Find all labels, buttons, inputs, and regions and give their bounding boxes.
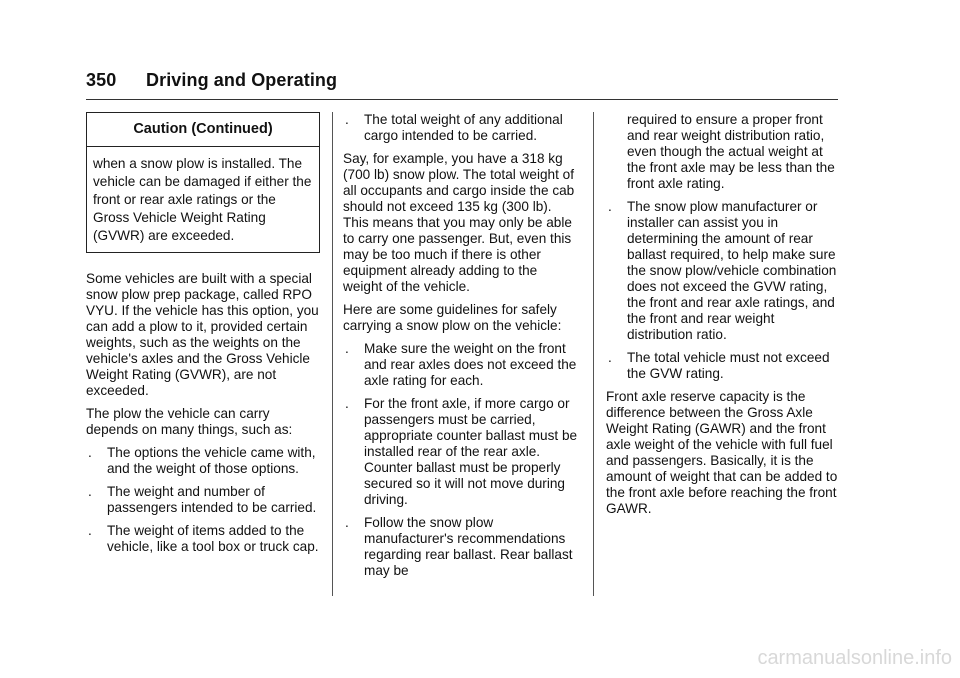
bullet-text: For the front axle, if more cargo or passengers must be carried, appropriate counter ballast must be installed rear of the rear axle. Counter ballast must be properly secured so it will not move during driving.	[364, 396, 578, 507]
bullet-icon: .	[608, 350, 612, 365]
bullet-item	[86, 523, 320, 555]
bullet-text: The weight and number of passengers intended to be carried.	[107, 484, 317, 515]
bullet-item	[343, 515, 580, 579]
bullet-icon: .	[88, 484, 92, 499]
column-3	[606, 112, 840, 524]
paragraph: Front axle reserve capacity is the difference between the Gross Axle Weight Rating (GAWR) and the front axle weight of the vehicle with full fuel and passengers. Basically, it is the amount of weight that can be added to the front axle before reaching the front GAWR.	[606, 389, 838, 516]
bullet-icon: .	[345, 341, 349, 356]
page-header	[86, 70, 337, 91]
bullet-item	[606, 350, 840, 382]
column-1	[86, 112, 320, 562]
bullet-text: Make sure the weight on the front and rear axles does not exceed the axle rating for each.	[364, 341, 577, 388]
bullet-item	[343, 112, 580, 144]
watermark: carmanualsonline.info	[757, 647, 952, 669]
column-2	[343, 112, 580, 586]
continued-text: required to ensure a proper front and rear weight distribution ratio, even though the actual weight at the front axle may be less than the front axle rating.	[627, 112, 835, 191]
paragraph: Here are some guidelines for safely carrying a snow plow on the vehicle:	[343, 302, 562, 333]
bullet-text: The snow plow manufacturer or installer can assist you in determining the amount of rear ballast required, to help make sure the snow plow/vehicle combination does not exceed the GVW rating, the front and rear axle ratings, and the front and rear weight distribution ratio.	[627, 199, 837, 342]
bullet-icon: .	[345, 396, 349, 411]
bullet-icon: .	[345, 515, 349, 530]
header-rule	[86, 99, 838, 100]
bullet-icon: .	[608, 199, 612, 214]
column-divider	[593, 112, 594, 596]
bullet-text: Follow the snow plow manufacturer's recommendations regarding rear ballast. Rear ballast may be	[364, 515, 573, 578]
caution-title: Caution (Continued)	[87, 113, 319, 147]
caution-body: when a snow plow is installed. The vehicle can be damaged if either the front or rear axle ratings or the Gross Vehicle Weight Rating (GVWR) are exceeded.	[93, 156, 312, 243]
bullet-icon: .	[345, 112, 349, 127]
bullet-text: The weight of items added to the vehicle, like a tool box or truck cap.	[107, 523, 319, 554]
bullet-item	[86, 484, 320, 516]
bullet-text: The total weight of any additional cargo intended to be carried.	[364, 112, 563, 143]
bullet-item	[606, 199, 840, 343]
bullet-icon: .	[88, 445, 92, 460]
page-number: 350	[86, 70, 117, 90]
bullet-text: The total vehicle must not exceed the GVW rating.	[627, 350, 830, 381]
paragraph: Say, for example, you have a 318 kg (700 lb) snow plow. The total weight of all occupants and cargo inside the cab should not exceed 135 kg (300 lb). This means that you may only be able to carry one passenger. But, even this may be too much if there is other equipment already adding to the weight of the vehicle.	[343, 151, 575, 294]
section-title: Driving and Operating	[146, 70, 338, 90]
paragraph: The plow the vehicle can carry depends on many things, such as:	[86, 406, 293, 437]
caution-box	[86, 112, 320, 253]
column-divider	[332, 112, 333, 596]
paragraph: Some vehicles are built with a special snow plow prep package, called RPO VYU. If the vehicle has this option, you can add a plow to it, provided certain weights, such as the weights on the vehicle's axles and the Gross Vehicle Weight Rating (GVWR), are not exceeded.	[86, 271, 319, 398]
bullet-icon: .	[88, 523, 92, 538]
bullet-item	[343, 341, 580, 389]
bullet-text: The options the vehicle came with, and the weight of those options.	[107, 445, 316, 476]
bullet-item	[86, 445, 320, 477]
bullet-item	[343, 396, 580, 508]
